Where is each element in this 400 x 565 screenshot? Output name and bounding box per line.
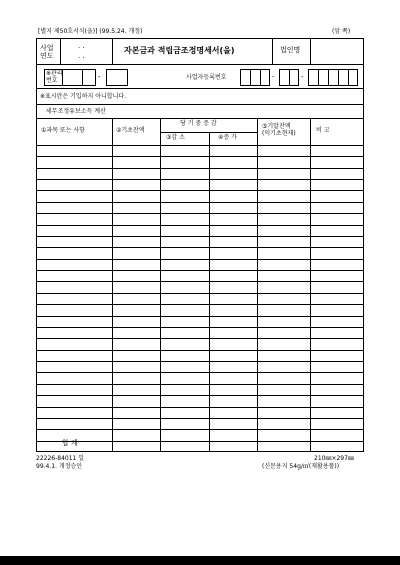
total-label: 합 계	[62, 439, 78, 447]
fiscal-year-label: 사업 연도	[40, 44, 54, 60]
header-bottom	[36, 145, 364, 146]
table-row-line	[36, 179, 364, 180]
fiscal-year-value-1: . .	[78, 42, 85, 50]
biz-reg-part2-div	[289, 69, 290, 86]
table-row-line	[36, 372, 364, 373]
id-row-bottom-line	[36, 88, 364, 89]
mgmt-dash: -	[98, 73, 101, 81]
table-row-line	[36, 225, 364, 226]
col-line-3	[209, 132, 210, 452]
biz-dash-2: -	[301, 73, 304, 81]
table-row-line	[36, 259, 364, 260]
table-row-line	[36, 361, 364, 362]
table-row-line	[36, 316, 364, 317]
col-change-group-header: 당 기 중 증 감	[180, 120, 217, 127]
table-row-line	[36, 270, 364, 271]
fiscal-year-value-2: . .	[78, 52, 85, 60]
biz-reg-part3-div4	[348, 69, 349, 86]
table-row-line	[36, 236, 364, 237]
col-increase-header: ④증 가	[218, 134, 237, 141]
mgmt-no-label: ※관리 번호	[46, 70, 63, 84]
corp-name-label: 법인명	[280, 46, 301, 54]
table-row-line	[36, 168, 364, 169]
table-row-line	[36, 202, 364, 203]
form-id: [별지 제50호서식(을)] (99.5.24. 개정)	[38, 28, 143, 35]
form-title: 자본금과 적립금조정명세서(을)	[124, 46, 235, 55]
note-text: ※표시란은 기입하지 아니합니다.	[40, 93, 127, 100]
biz-reg-part1-div2	[260, 69, 261, 86]
note-bottom-line	[36, 104, 364, 105]
footer-approval: 99.4.1. 개정승인	[36, 463, 83, 470]
table-row-line	[36, 441, 364, 442]
header-divider-3	[272, 38, 273, 64]
section-title: 세무조정유보소득 계산	[46, 108, 106, 115]
biz-reg-part3[interactable]	[308, 69, 358, 86]
table-row-line	[36, 327, 364, 328]
table-row-line	[36, 384, 364, 385]
table-row-line	[36, 190, 364, 191]
biz-reg-part3-div1	[318, 69, 319, 86]
table-row-line	[36, 429, 364, 430]
footer-paper: (신문용지 54g/㎡(재활용품))	[262, 463, 340, 470]
footer-size: 210㎜×297㎜	[314, 455, 354, 462]
biz-dash-1: -	[272, 73, 275, 81]
col-closing-header: ⑤기말잔액 (익기초현재)	[262, 123, 296, 137]
table-row-line	[36, 395, 364, 396]
table-row-line	[36, 338, 364, 339]
table-row-line	[36, 281, 364, 282]
header-divider-4	[310, 38, 311, 64]
bottom-bar	[0, 556, 400, 565]
table-row-line	[36, 407, 364, 408]
table-row-line	[36, 247, 364, 248]
header-bottom-line	[36, 64, 364, 65]
form-frame	[36, 38, 364, 452]
header-divider-2	[112, 38, 113, 64]
col-opening-header: ②기초잔액	[116, 127, 145, 134]
table-row-line	[36, 350, 364, 351]
col-remarks-header: 비 고	[316, 127, 330, 134]
mgmt-no-suffix-box[interactable]	[106, 69, 128, 86]
biz-reg-part3-div2	[328, 69, 329, 86]
table-row-line	[36, 293, 364, 294]
table-row-line	[36, 304, 364, 305]
page-side: (앞 쪽)	[332, 28, 351, 35]
col-subject-header: ①과목 또는 사항	[41, 127, 85, 134]
header-divider-1	[60, 38, 61, 64]
biz-reg-part1[interactable]	[240, 69, 270, 86]
table-row-line	[36, 418, 364, 419]
biz-reg-part3-div3	[338, 69, 339, 86]
footer-code: 22226-84011 일	[36, 455, 85, 462]
table-row-line	[36, 156, 364, 157]
biz-reg-label: 사업자등록번호	[186, 74, 227, 81]
section-bottom-line	[36, 118, 364, 119]
biz-reg-part1-div1	[250, 69, 251, 86]
table-row-line	[36, 213, 364, 214]
col-decrease-header: ③감 소	[166, 134, 185, 141]
mgmt-no-divider-2	[82, 69, 83, 86]
